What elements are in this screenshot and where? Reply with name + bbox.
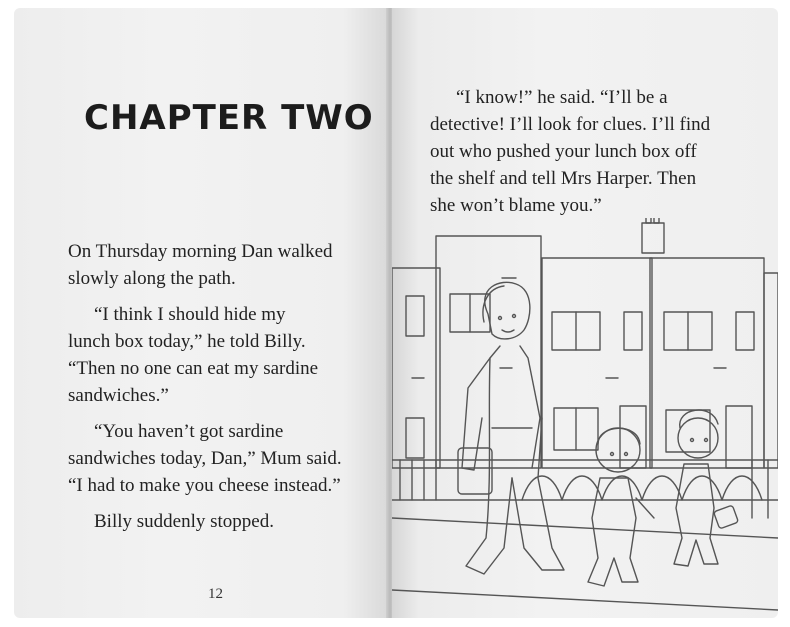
text-line: out who pushed your lunch box off bbox=[430, 141, 697, 162]
chapter-title: CHAPTER TWO bbox=[84, 98, 374, 138]
text-line: Billy suddenly stopped. bbox=[94, 511, 274, 532]
street-illustration bbox=[392, 218, 778, 618]
paragraph bbox=[68, 508, 388, 535]
text-line: the shelf and tell Mrs Harper. Then bbox=[430, 168, 697, 189]
text-line: “I had to make you cheese instead.” bbox=[68, 475, 341, 496]
left-page-text bbox=[68, 238, 388, 535]
text-line: slowly along the path. bbox=[68, 268, 236, 289]
text-line: On Thursday morning Dan walked bbox=[68, 241, 333, 262]
paragraph bbox=[68, 418, 388, 499]
text-line: “I know!” he said. “I’ll be a bbox=[456, 87, 668, 108]
right-page bbox=[392, 8, 778, 618]
text-line: “Then no one can eat my sardine bbox=[68, 358, 319, 379]
billy-figure bbox=[674, 410, 738, 566]
mum-figure bbox=[458, 282, 564, 574]
paragraph bbox=[68, 301, 388, 409]
right-page-text bbox=[430, 84, 770, 219]
paragraph bbox=[68, 238, 388, 292]
text-line: detective! I’ll look for clues. I’ll find bbox=[430, 114, 711, 135]
left-page bbox=[14, 8, 388, 618]
text-line: sandwiches today, Dan,” Mum said. bbox=[68, 448, 342, 469]
text-line: lunch box today,” he told Billy. bbox=[68, 331, 306, 352]
text-line: sandwiches.” bbox=[68, 385, 169, 406]
text-line: she won’t blame you.” bbox=[430, 195, 602, 216]
houses-drawing bbox=[392, 218, 778, 468]
text-line: “I think I should hide my bbox=[94, 304, 286, 325]
paragraph bbox=[430, 84, 770, 219]
text-line: “You haven’t got sardine bbox=[94, 421, 284, 442]
page-number: 12 bbox=[208, 586, 223, 602]
dan-figure bbox=[588, 428, 654, 586]
